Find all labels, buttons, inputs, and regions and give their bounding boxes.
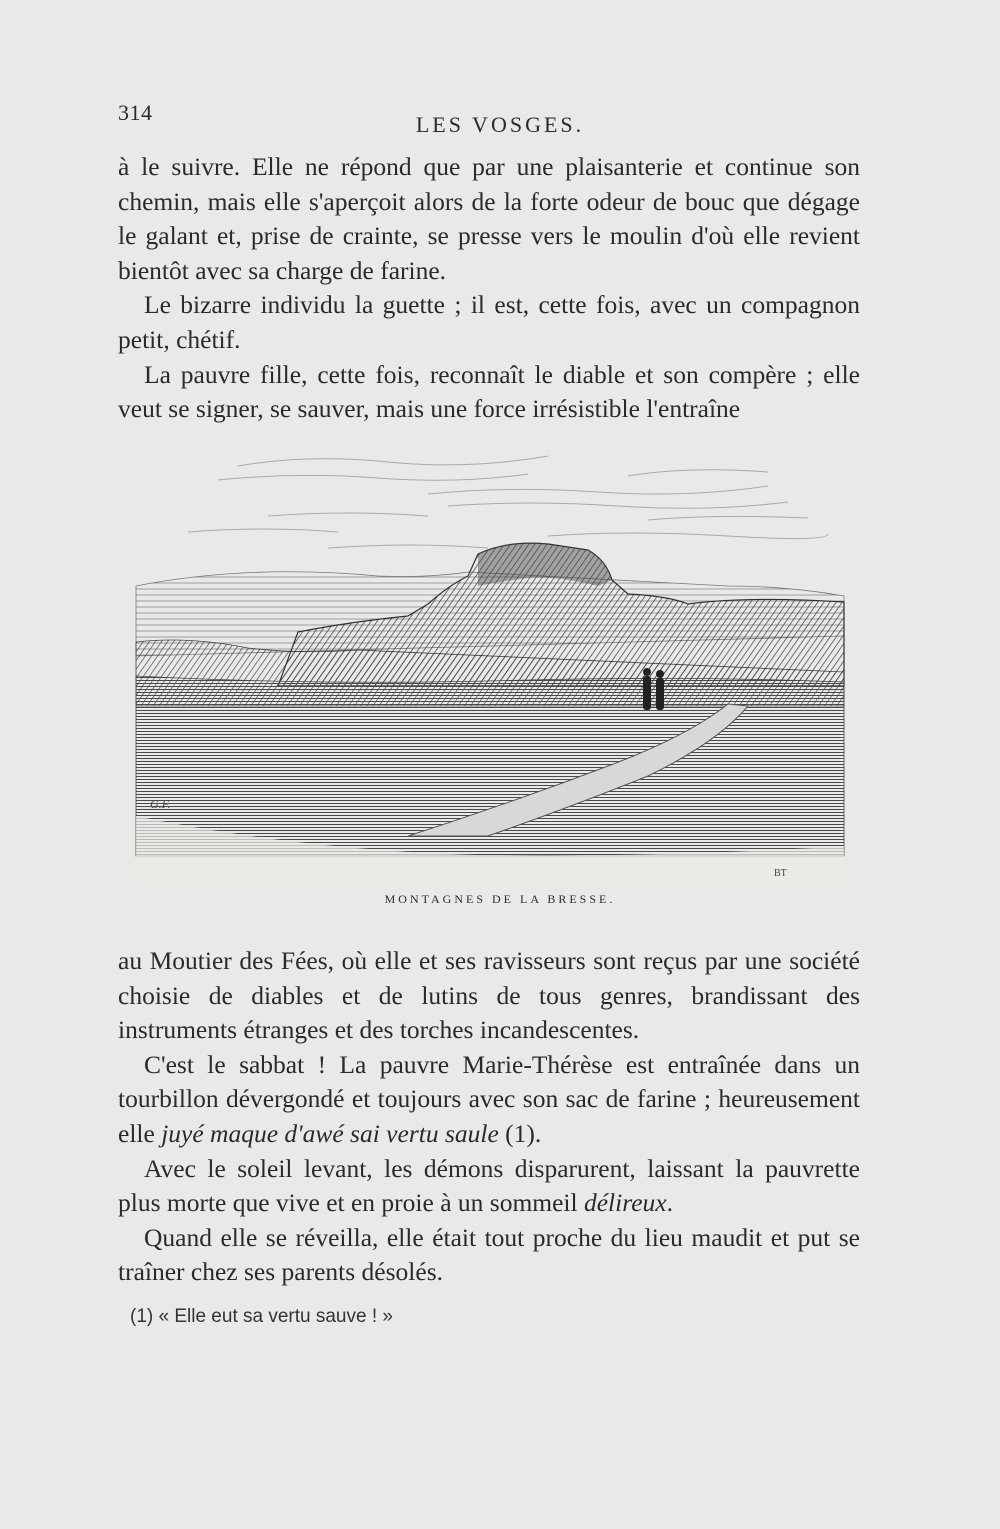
page-number: 314 [118, 100, 153, 125]
paragraph: Quand elle se réveilla, elle était tout proche du lieu maudit et put se traîner chez ses parents désolés. [118, 1222, 860, 1287]
paragraph: à le suivre. Elle ne répond que par une plaisanterie et continue son chemin, mais elle s'aperçoit alors de la forte odeur de bouc que dégage le galant et, prise de crainte, se presse vers le moulin d'où elle revient bientôt avec sa charge de farine. [118, 152, 860, 285]
paragraph: Le bizarre individu la guette ; il est, cette fois, avec un compagnon petit, chétif. [118, 290, 860, 354]
engraver-signature-left: G.F. [150, 797, 171, 811]
dialect-italic: juyé maque d'awé sai vertu saule [161, 1118, 499, 1148]
paragraph [118, 1048, 860, 1152]
running-title: LES VOSGES. [415, 112, 585, 137]
engraving-illustration [128, 436, 852, 888]
text-run: (1). [498, 1118, 542, 1148]
italic-word: délireux [583, 1188, 667, 1218]
paragraph [118, 1152, 860, 1221]
text-block-top [118, 150, 860, 427]
engraver-signature-right: BT [774, 868, 787, 879]
text-block-bottom [118, 944, 860, 1290]
text-run: C'est le sabbat ! La pauvre Marie-Thérèse est entraînée dans un tourbillon dévergondé et toujours avec son sac de farine ; heureusement elle [118, 1049, 860, 1148]
sky-clouds [188, 456, 828, 548]
figure-caption: MONTAGNES DE LA BRESSE. [384, 892, 616, 906]
paragraph: au Moutier des Fées, où elle et ses ravisseurs sont reçus par une société choisie de diables et de lutins de tous genres, brandissant des instruments étranges et des torches incandescentes. [118, 946, 860, 1045]
footnote: (1) « Elle eut sa vertu sauve ! » [130, 1306, 393, 1327]
text-run: Avec le soleil levant, les démons disparurent, laissant la pauvrette plus morte que vive et en proie à un sommeil [118, 1153, 860, 1218]
paragraph: La pauvre fille, cette fois, reconnaît le diable et son compère ; elle veut se signer, se sauver, mais une force irrésistible l'entraîne [118, 359, 860, 424]
mountain-landscape-engraving [128, 436, 852, 888]
text-run: . [666, 1188, 673, 1218]
